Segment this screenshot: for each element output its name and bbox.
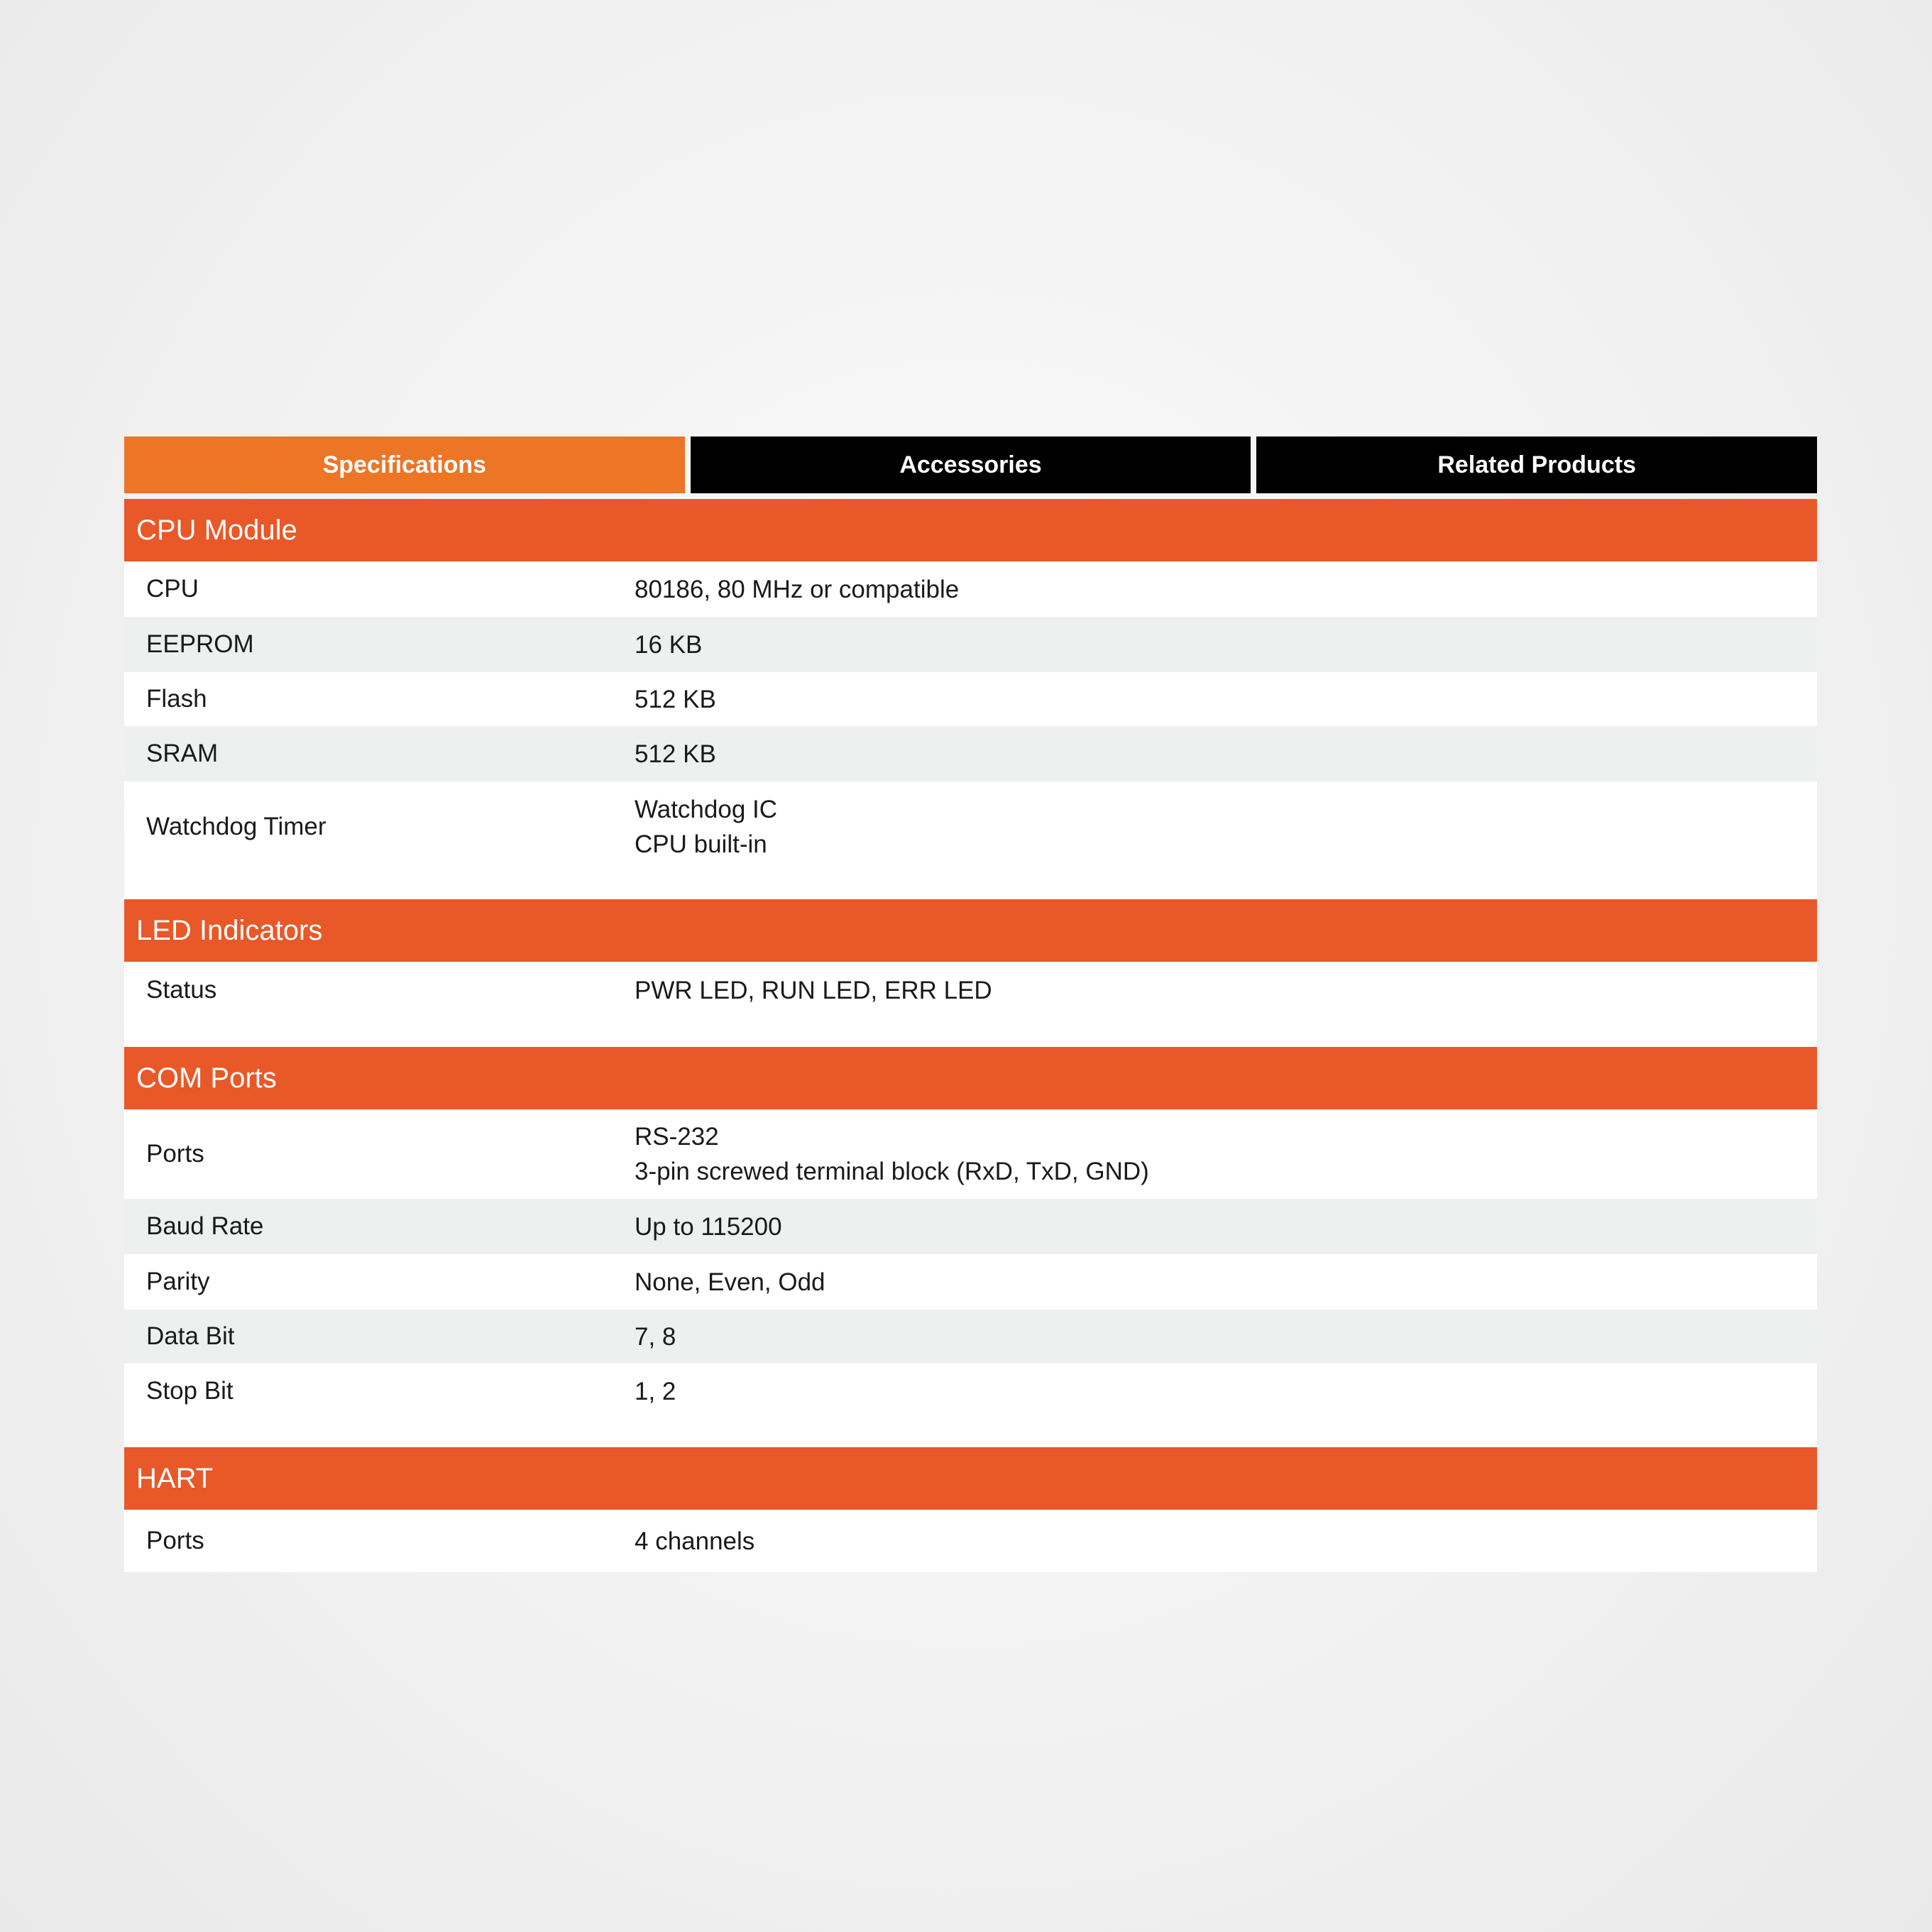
spec-value: 512 KB — [635, 740, 716, 768]
spec-value: 1, 2 — [635, 1377, 676, 1405]
spec-value: 4 channels — [635, 1527, 755, 1555]
tab-accessories[interactable]: Accessories — [691, 437, 1251, 493]
section-header-hart: HART — [124, 1447, 1817, 1510]
table-row — [124, 1363, 1817, 1419]
spec-key: Ports — [146, 1527, 204, 1554]
spec-panel — [124, 437, 1817, 1572]
table-row — [124, 1510, 1817, 1572]
spec-key: CPU — [146, 575, 199, 603]
table-row — [124, 1199, 1817, 1254]
spec-key: Data Bit — [146, 1322, 235, 1350]
table-row — [124, 561, 1817, 617]
spec-key: Ports — [146, 1140, 204, 1168]
spec-value: Watchdog IC CPU built-in — [635, 796, 778, 858]
table-row — [124, 617, 1817, 672]
section-header-led-indicators: LED Indicators — [124, 899, 1817, 962]
tab-specifications[interactable]: Specifications — [124, 437, 685, 493]
spec-key: Status — [146, 976, 217, 1004]
spec-key: Stop Bit — [146, 1377, 234, 1405]
tab-bar — [124, 437, 1817, 493]
spec-key: EEPROM — [146, 630, 254, 658]
spec-value: 512 KB — [635, 685, 716, 713]
spec-key: Flash — [146, 685, 207, 713]
table-row — [124, 1254, 1817, 1310]
table-row — [124, 726, 1817, 781]
spec-value: PWR LED, RUN LED, ERR LED — [635, 976, 992, 1004]
spec-value: 16 KB — [635, 630, 703, 659]
table-row — [124, 962, 1817, 1019]
spec-value: 7, 8 — [635, 1322, 676, 1351]
spec-key: SRAM — [146, 740, 219, 767]
section-header-cpu-module: CPU Module — [124, 499, 1817, 561]
spec-value: None, Even, Odd — [635, 1268, 825, 1296]
spec-key: Watchdog Timer — [146, 813, 326, 840]
section-spacer — [124, 1419, 1817, 1447]
tab-related-products[interactable]: Related Products — [1256, 437, 1817, 493]
spec-value: Up to 115200 — [635, 1212, 782, 1241]
table-row — [124, 672, 1817, 726]
table-row — [124, 1310, 1817, 1363]
spec-key: Baud Rate — [146, 1212, 264, 1240]
table-row — [124, 781, 1817, 872]
spec-key: Parity — [146, 1268, 210, 1295]
table-row — [124, 1109, 1817, 1199]
spec-value: RS-232 3-pin screwed terminal block (RxD, TxD, GND) — [635, 1123, 1149, 1185]
section-spacer — [124, 1019, 1817, 1047]
section-spacer — [124, 872, 1817, 899]
section-header-com-ports: COM Ports — [124, 1047, 1817, 1109]
spec-value: 80186, 80 MHz or compatible — [635, 575, 960, 603]
